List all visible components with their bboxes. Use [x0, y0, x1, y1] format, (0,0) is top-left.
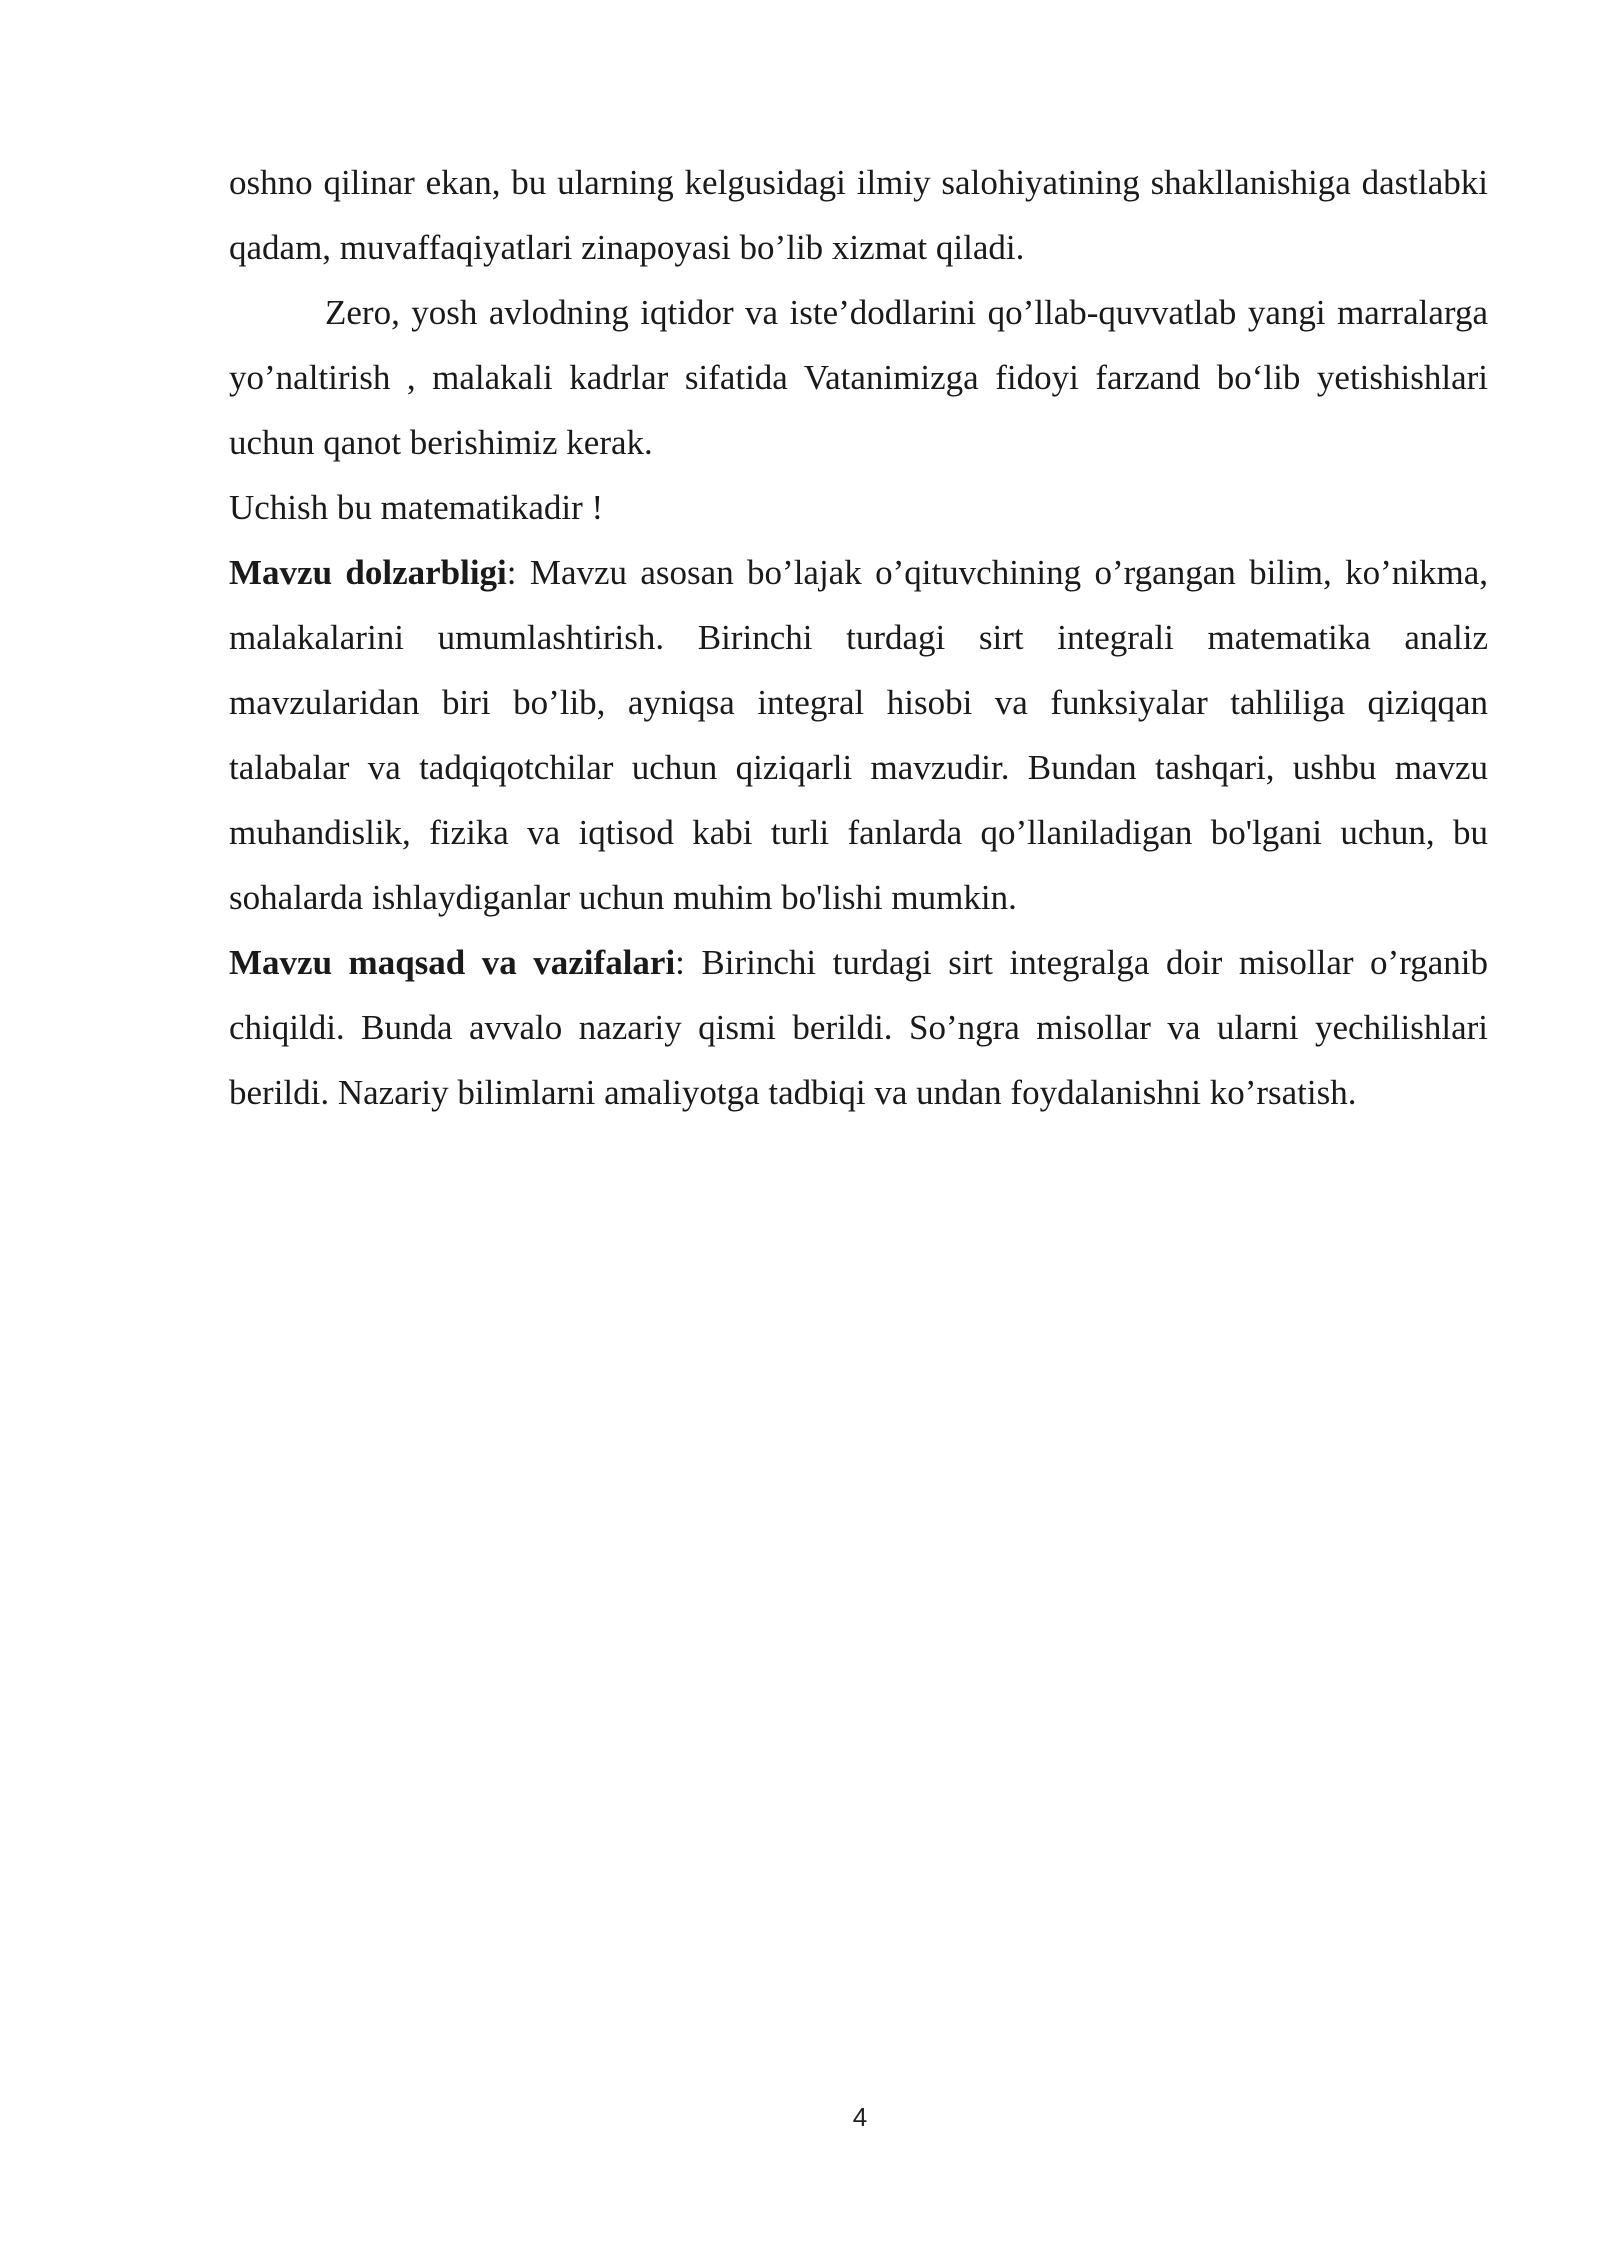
paragraph-relevance	[229, 540, 1488, 930]
paragraph-goals	[229, 930, 1488, 1125]
page-number: 4	[852, 2102, 868, 2132]
relevance-text: : Mavzu asosan bo’lajak o’qituvchining o’rgangan bilim, ko’nikma, malakalarini umumlashtirish. Birinchi turdagi sirt integrali matematika analiz mavzularidan biri bo’lib, ayniqsa integral hisobi va funksiyalar tahliliga qiziqqan talabalar va tadqiqotchilar uchun qiziqarli mavzudir. Bundan tashqari, ushbu mavzu muhandislik, fizika va iqtisod kabi turli fanlarda qo’llaniladigan bo'lgani uchun, bu sohalarda ishlaydiganlar uchun muhim bo'lishi mumkin.	[229, 553, 1488, 917]
goals-heading: Mavzu maqsad va vazifalari	[229, 943, 676, 982]
relevance-heading: Mavzu dolzarbligi	[229, 553, 507, 592]
goals-text: : Birinchi turdagi sirt integralga doir misollar o’rganib chiqildi. Bunda avvalo nazariy qismi berildi. So’ngra misollar va ularni yechilishlari berildi. Nazariy bilimlarni amaliyotga tadbiqi va undan foydalanishni ko’rsatish.	[229, 943, 1488, 1112]
body-text	[229, 150, 1488, 1125]
paragraph-zero: Zero, yosh avlodning iqtidor va iste’dodlarini qo’llab-quvvatlab yangi marralarga yo’naltirish , malakali kadrlar sifatida Vatanimizga fidoyi farzand bo‘lib yetishishlari uchun qanot berishimiz kerak.	[229, 293, 1488, 462]
paragraph-continuation: oshno qilinar ekan, bu ularning kelgusidagi ilmiy salohiyatining shakllanishiga dastlabki qadam, muvaffaqiyatlari zinapoyasi bo’lib xizmat qiladi.	[229, 163, 1488, 267]
paragraph-slogan: Uchish bu matematikadir !	[229, 488, 604, 527]
